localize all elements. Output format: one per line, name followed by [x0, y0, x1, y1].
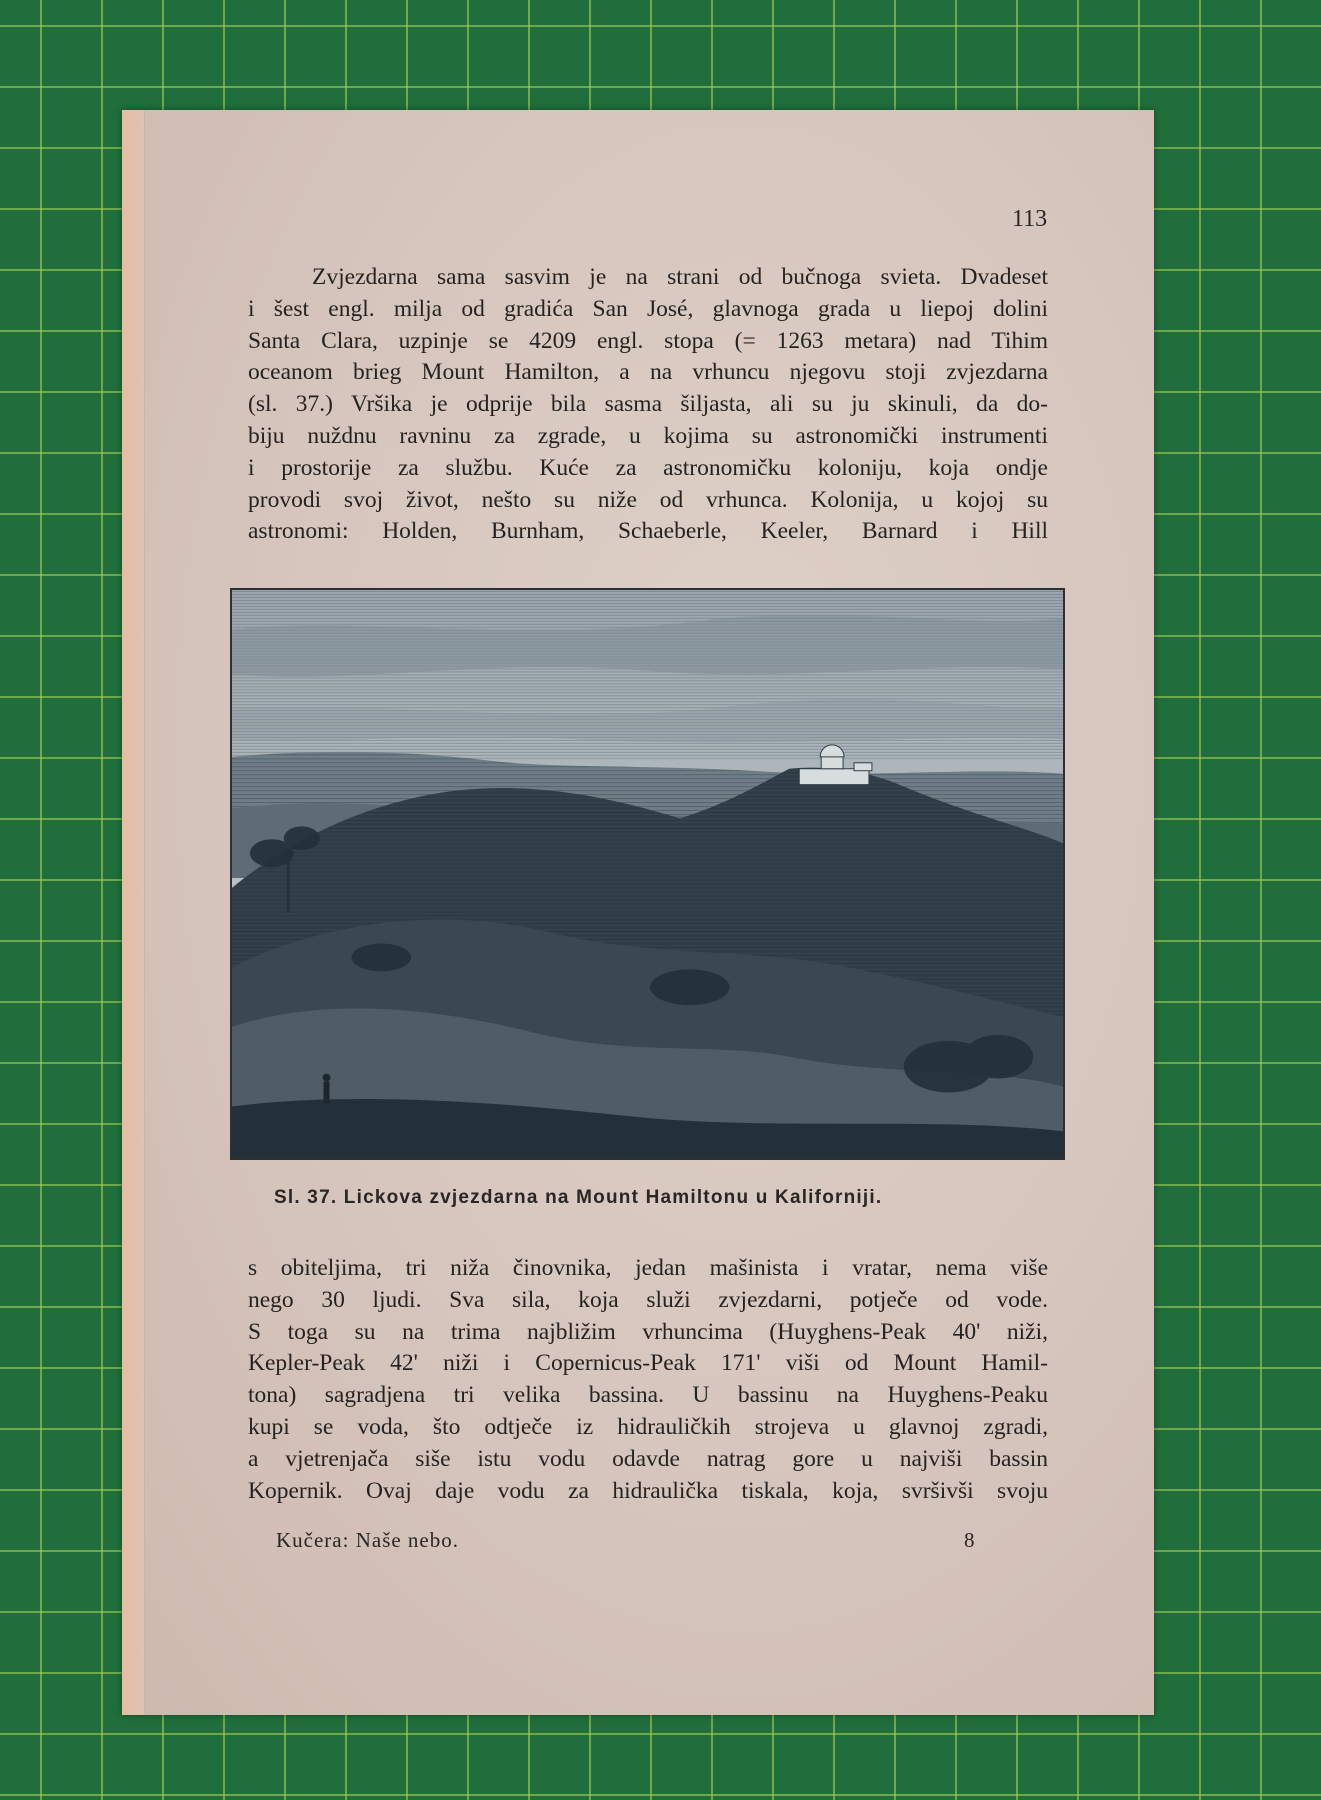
text-line: (sl. 37.) Vršika je odprije bila sasma šiljasta, ali su ju skinuli, da do-: [248, 391, 1048, 418]
text-line: tona) sagradjena tri velika bassina. U bassinu na Huyghens-Peaku: [248, 1382, 1048, 1409]
text-line: biju nuždnu ravninu za zgrade, u kojima su astronomički instrumenti: [248, 422, 1048, 449]
page-torn-edge: [122, 110, 145, 1715]
text-line: i šest engl. milja od gradića San José, glavnoga grada u liepoj dolini: [248, 295, 1048, 322]
observatory-engraving: [230, 588, 1065, 1160]
paragraph-bottom: [248, 1253, 1048, 1507]
text-line: nego 30 ljudi. Sva sila, koja služi zvjezdarni, potječe od vode.: [248, 1286, 1048, 1313]
text-line: oceanom brieg Mount Hamilton, a na vrhuncu njegovu stoji zvjezdarna: [248, 359, 1048, 386]
text-line: kupi se voda, što odtječe iz hidrauličkih strojeva u glavnoj zgradi,: [248, 1413, 1048, 1440]
engraving-image: [232, 590, 1063, 1158]
page-number: 113: [1012, 206, 1048, 232]
text-line: provodi svoj život, nešto su niže od vrhunca. Kolonija, u kojoj su: [248, 486, 1048, 513]
text-line: i prostorije za službu. Kuće za astronomičku koloniju, koja ondje: [248, 454, 1048, 481]
text-line: Kepler-Peak 42' niži i Copernicus-Peak 171' viši od Mount Hamil-: [248, 1350, 1048, 1377]
text-line: Kopernik. Ovaj daje vodu za hidraulička tiskala, koja, svršivši svoju: [248, 1477, 1048, 1504]
text-line: a vjetrenjača siše istu vodu odavde natrag gore u najviši bassin: [248, 1445, 1048, 1472]
text-line: Zvjezdarna sama sasvim je na strani od bučnoga svieta. Dvadeset: [312, 264, 1048, 290]
text-line: S toga su na trima najbližim vrhuncima (Huyghens-Peak 40' niži,: [248, 1318, 1048, 1345]
text-line: s obiteljima, tri niža činovnika, jedan mašinista i vratar, nema više: [248, 1255, 1048, 1281]
figure-caption: Sl. 37. Lickova zvjezdarna na Mount Hamiltonu u Kaliforniji.: [274, 1187, 883, 1208]
footer-sheet-number: 8: [964, 1528, 975, 1552]
book-page: [122, 110, 1154, 1715]
text-line: Santa Clara, uzpinje se 4209 engl. stopa (= 1263 metara) nad Tihim: [248, 327, 1048, 354]
text-line: astronomi: Holden, Burnham, Schaeberle, Keeler, Barnard i Hill: [248, 518, 1048, 545]
paragraph-top: [248, 262, 1048, 548]
footer-signature: Kučera: Naše nebo.: [276, 1528, 460, 1552]
